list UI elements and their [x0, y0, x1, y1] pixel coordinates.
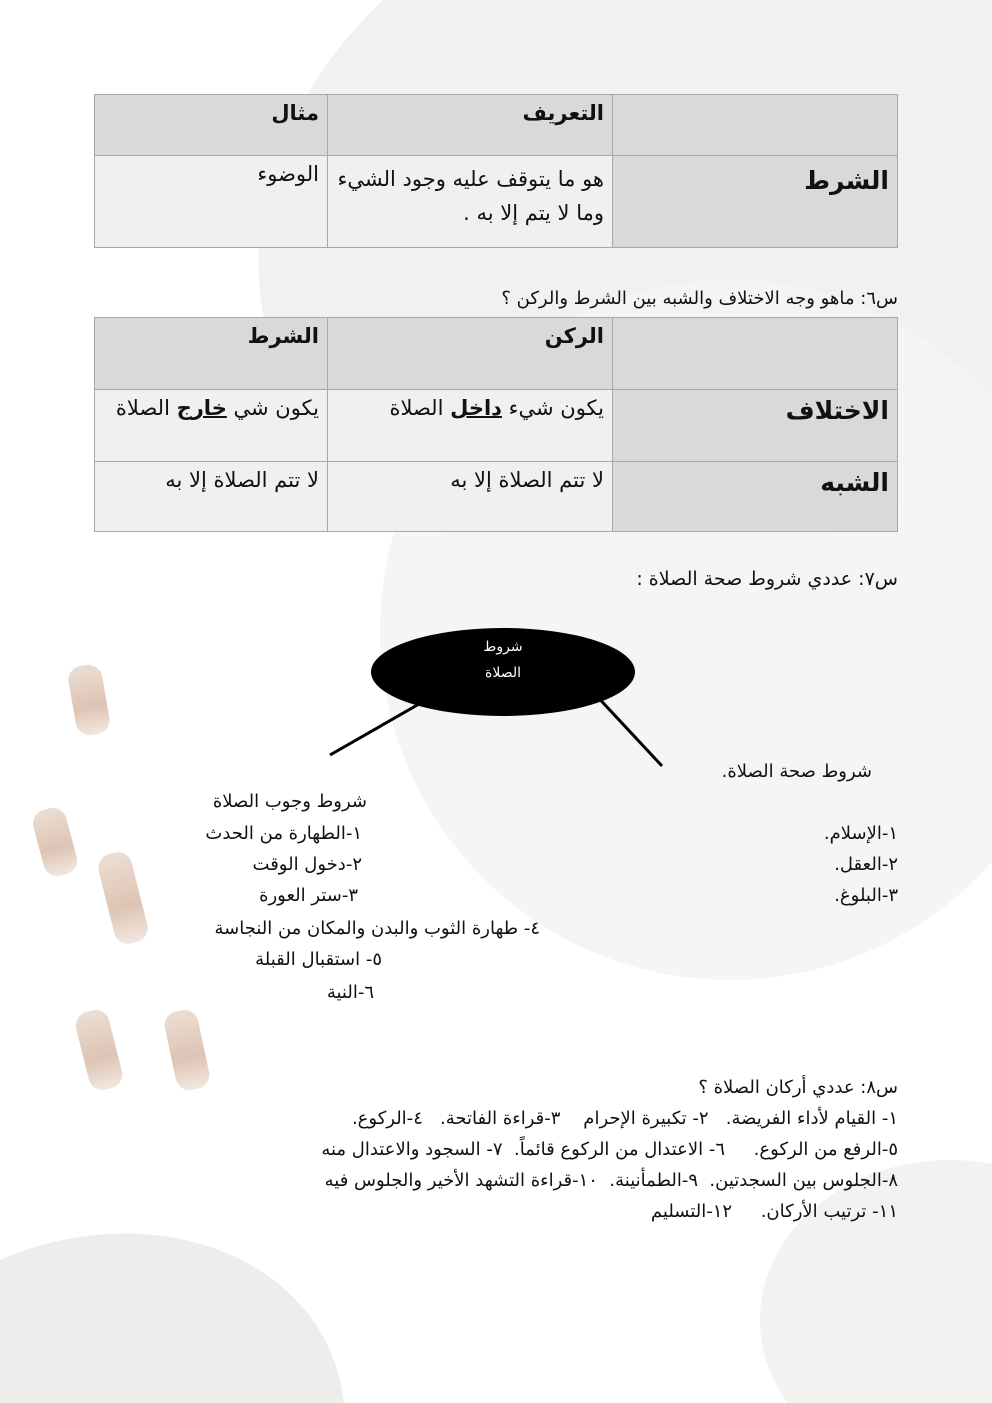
list-item: ٤- طهارة الثوب والبدن والمكان من النجاسة [214, 918, 540, 939]
pillars-line: ٨-الجلوس بين السجدتين. ٩-الطمأنينة. ١٠-قراءة التشهد الأخير والجلوس فيه [324, 1170, 898, 1191]
row-label-similarity: الشبه [613, 462, 898, 532]
header-definition: التعريف [328, 95, 613, 156]
list-item: ٦-النية [326, 982, 374, 1003]
row-label-difference: الاختلاف [613, 390, 898, 462]
list-item: ٣-البلوغ. [834, 885, 898, 906]
header-example: مثال [95, 95, 328, 156]
list-item: ٥- استقبال القبلة [255, 949, 382, 970]
question-7: س٧: عددي شروط صحة الصلاة : [636, 568, 898, 590]
similarity-pillar: لا تتم الصلاة إلا به [328, 462, 613, 532]
pillars-line: ١- القيام لأداء الفريضة. ٢- تكبيرة الإحرام ٣-قراءة الفاتحة. ٤-الركوع. [351, 1108, 898, 1129]
similarity-condition: لا تتم الصلاة إلا به [95, 462, 328, 532]
question-6: س٦: ماهو وجه الاختلاف والشبه بين الشرط والركن ؟ [501, 288, 898, 309]
list-item: ١-الإسلام. [823, 823, 898, 844]
validity-conditions-title: شروط صحة الصلاة. [721, 761, 872, 782]
list-item: ٢-دخول الوقت [252, 854, 362, 875]
ellipse-line-1: شروط [483, 639, 523, 655]
header-condition: الشرط [95, 318, 328, 390]
pillars-line: ٥-الرفع من الركوع. ٦- الاعتدال من الركوع قائماً. ٧- السجود والاعتدال منه [321, 1139, 898, 1160]
row-label-condition: الشرط [613, 156, 898, 248]
prayer-pillars-section [321, 1072, 898, 1227]
obligation-conditions-title: شروط وجوب الصلاة [212, 791, 367, 812]
question-8: س٨: عددي أركان الصلاة ؟ [698, 1077, 898, 1098]
list-item: ١-الطهارة من الحدث [205, 823, 362, 844]
difference-pillar: يكون شيء داخل الصلاة [328, 390, 613, 462]
list-item: ٣-ستر العورة [259, 885, 358, 906]
condition-example: الوضوء [95, 156, 328, 248]
list-item: ٢-العقل. [834, 854, 898, 875]
difference-condition: يكون شي خارج الصلاة [95, 390, 328, 462]
ellipse-line-2: الصلاة [485, 665, 521, 681]
pillars-line: ١١- ترتيب الأركان. ١٢-التسليم [650, 1201, 898, 1222]
validity-conditions-list [824, 818, 898, 911]
header-pillar: الركن [328, 318, 613, 390]
condition-definition: هو ما يتوقف عليه وجود الشيء وما لا يتم إلا به . [328, 156, 613, 248]
